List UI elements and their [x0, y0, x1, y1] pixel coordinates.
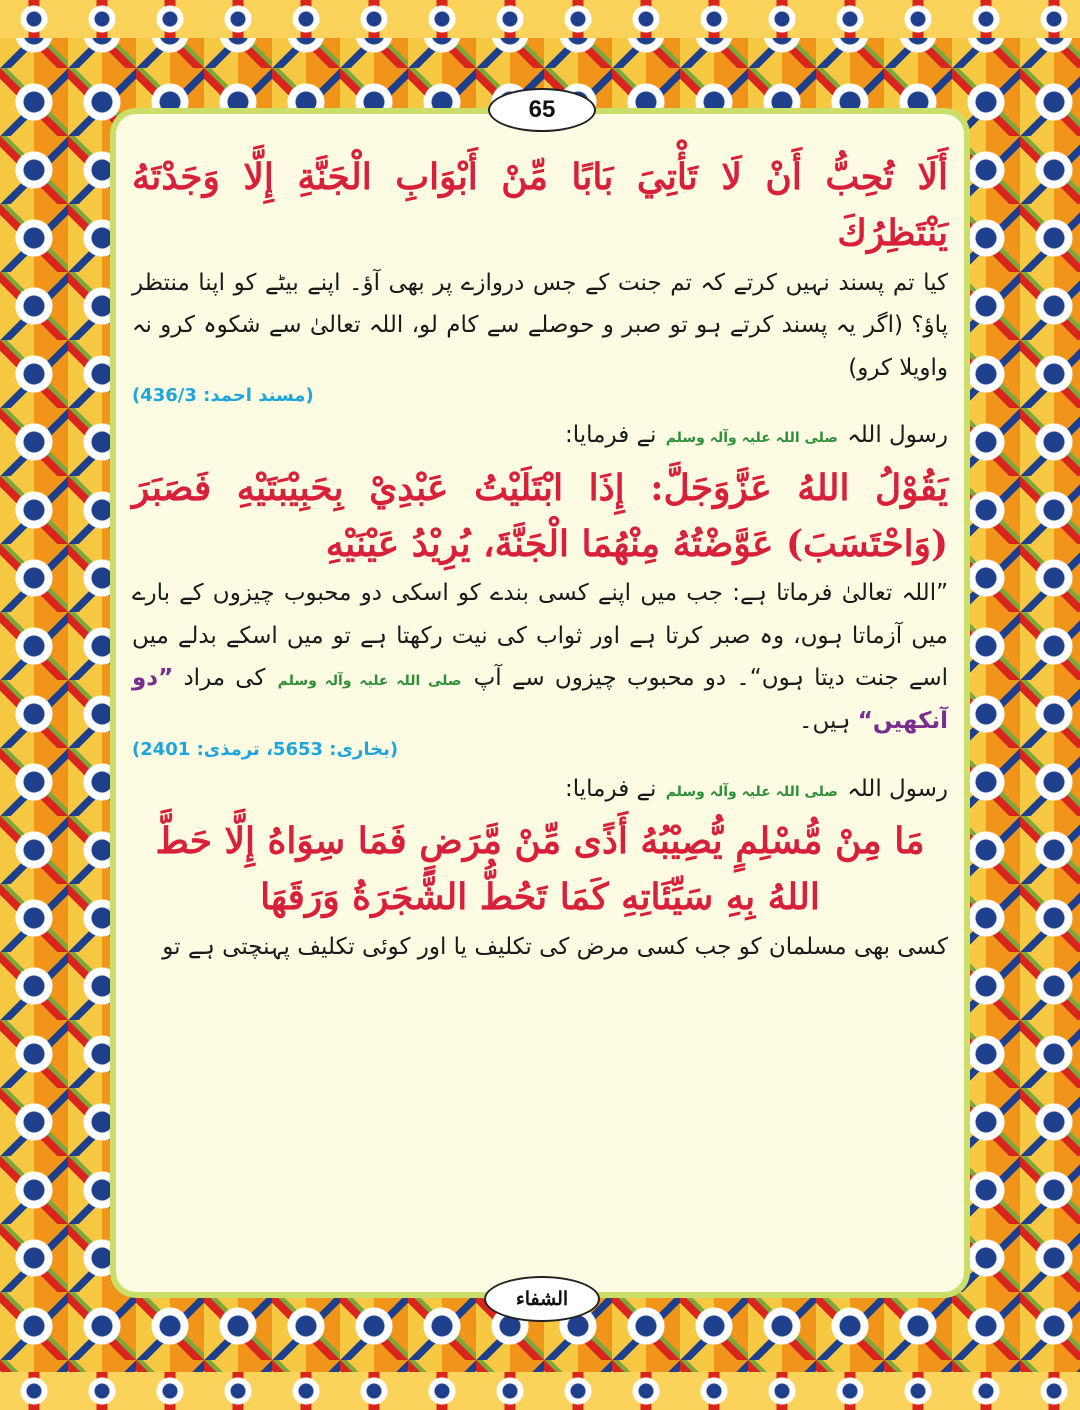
- prophet-said-2-prefix: رسول اللہ: [847, 775, 948, 802]
- book-title-footer: الشفاء: [484, 1276, 600, 1322]
- prophet-said-1-prefix: رسول اللہ: [847, 422, 948, 449]
- page-number: 65: [488, 88, 596, 132]
- hadith-2-reference: (بخاری: 5653، ترمذی: 2401): [132, 738, 399, 760]
- decorative-border-bottom: [0, 1372, 1080, 1410]
- prophet-said-2: [132, 768, 948, 811]
- decorative-border-top: [0, 0, 1080, 38]
- hadith-3-translation: کسی بھی مسلمان کو جب کسی مرض کی تکلیف یا اور کوئی تکلیف پہنچتی ہے تو: [162, 933, 948, 960]
- salawat-2: صلی اللہ علیہ وآلہ وسلم: [277, 673, 462, 690]
- hadith-2-highlight: ”دو آنکھیں“: [132, 665, 948, 735]
- hadith-2-translation-mid: کی مراد: [183, 665, 266, 692]
- hadith-1-translation: کیا تم پسند نہیں کرتے کہ تم جنت کے جس دروازے پر بھی آؤ۔ اپنے بیٹے کو اپنا منتظر پاؤ؟ (اگر یہ پسند کرتے ہو تو صبر و حوصلے سے کام لو، اللہ تعالیٰ سے شکوہ کرو نہ واویلا کرو): [132, 269, 948, 381]
- salawat-3: صلی اللہ علیہ وآلہ وسلم: [665, 783, 838, 800]
- hadith-1-reference: (مسند احمد: 436/3): [132, 385, 314, 407]
- prophet-said-2-suffix: نے فرمایا:: [565, 775, 657, 802]
- content-panel: [116, 114, 964, 1292]
- prophet-said-1-suffix: نے فرمایا:: [565, 422, 657, 449]
- hadith-2-translation: [132, 572, 948, 742]
- hadith-1-arabic: أَلَا تُحِبُّ أَنْ لَا تَأْتِيَ بَابًا مِّنْ أَبْوَابِ الْجَنَّةِ إِلَّا وَجَدْتَهُ يَنْتَظِرُكَ: [132, 156, 948, 254]
- hadith-3-arabic: مَا مِنْ مُّسْلِمٍ يُّصِيْبُهُ أَذًى مِّنْ مَّرَضٍ فَمَا سِوَاهُ إِلَّا حَطَّ اللهُ بِهِ سَيِّئَاتِهِ كَمَا تَحُطُّ الشَّجَرَةُ وَرَقَهَا: [155, 820, 925, 918]
- prophet-said-1: [132, 414, 948, 457]
- hadith-2-translation-main: ”اللہ تعالیٰ فرماتا ہے: جب میں اپنے کسی بندے کو اسکی دو محبوب چیزوں کے بارے میں آزماتا ہوں، وہ صبر کرتا ہے اور ثواب کی نیت رکھتا ہے تو میں اسکے بدلے میں اسے جنت دیتا ہوں“۔ دو محبوب چیزوں سے آپ: [132, 580, 949, 692]
- hadith-2-translation-end: ہیں۔: [798, 708, 851, 735]
- salawat-1: صلی اللہ علیہ وآلہ وسلم: [665, 430, 838, 447]
- page-frame: [110, 108, 970, 1298]
- hadith-2-arabic: يَقُوْلُ اللهُ عَزَّوَجَلَّ: إِذَا ابْتَلَيْتُ عَبْدِيْ بِحَبِيْبَتَيْهِ فَصَبَرَ (وَاحْتَسَبَ) عَوَّضْتُهُ مِنْهُمَا الْجَنَّةَ، يُرِيْدُ عَيْنَيْهِ: [132, 466, 948, 565]
